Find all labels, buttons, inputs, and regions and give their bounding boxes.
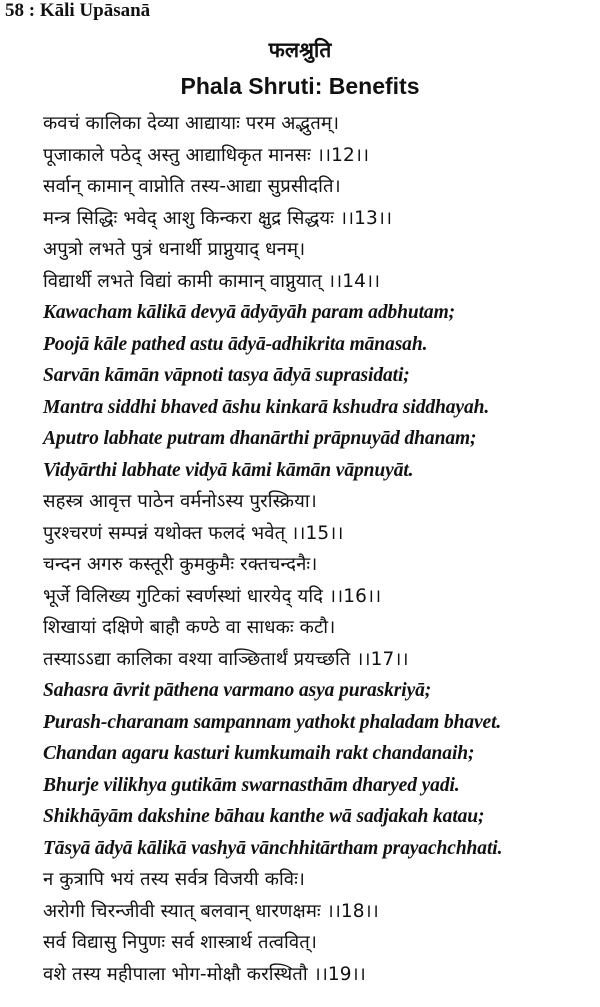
verse-line-devanagari: तस्याऽऽद्या कालिका वश्या वाञ्छितार्थं प्रयच्छति ।।17।।	[43, 648, 409, 670]
verse-block	[43, 108, 600, 990]
verse-line-devanagari: पुरश्चरणं सम्पन्नं यथोक्त फलदं भवेत् ।।15।।	[43, 522, 344, 544]
verse-line-transliteration: Sarvān kāmān vāpnoti tasya ādyā suprasidati;	[43, 365, 410, 386]
verse-line-devanagari: न कुत्रापि भयं तस्य सर्वत्र विजयी कविः।	[43, 869, 306, 890]
running-head: 58 : Kāli Upāsanā	[5, 0, 151, 21]
verse-line-transliteration: Purash-charanam sampannam yathokt phaladam bhavet.	[43, 711, 502, 733]
verse-line-transliteration: Vidyārthi labhate vidyā kāmi kāmān vāpnuyāt.	[43, 459, 414, 481]
verse-line-devanagari: चन्दन अगरु कस्तूरी कुमकुमैः रक्तचन्दनैः।	[43, 554, 318, 575]
verse-line-devanagari: पूजाकाले पठेद् अस्तु आद्याधिकृत मानसः ।।12।।	[43, 144, 370, 166]
verse-line-transliteration: Kawacham kālikā devyā ādyāyāh param adbhutam;	[43, 302, 456, 323]
verse-line-devanagari: सर्व विद्यासु निपुणः सर्व शास्त्रार्थ तत्ववित्।	[43, 932, 317, 953]
verse-line-transliteration: Tāsyā ādyā kālikā vashyā vānchhitārtham prayachchhati.	[43, 837, 503, 859]
verse-line-transliteration: Shikhāyām dakshine bāhau kanthe wā sadjakah katau;	[43, 806, 485, 827]
verse-line-transliteration: Bhurje vilikhya gutikām swarnasthām dharyed yadi.	[43, 774, 460, 796]
verse-line-devanagari: कवचं कालिका देव्या आद्यायाः परम अद्भुतम्।	[43, 113, 340, 134]
verse-line-devanagari: सर्वान् कामान् वाप्नोति तस्य-आद्या सुप्रसीदति।	[43, 176, 341, 197]
verse-line-devanagari: अरोगी चिरन्जीवी स्यात् बलवान् धारणक्षमः ।।18।।	[43, 900, 379, 922]
verse-line-transliteration: Chandan agaru kasturi kumkumaih rakt chandanaih;	[43, 743, 475, 764]
verse-line-devanagari: अपुत्रो लभते पुत्रं धनार्थी प्राप्नुयाद् धनम्।	[43, 239, 306, 260]
verse-line-devanagari: मन्त्र सिद्धिः भवेद् आशु किन्करा क्षुद्र सिद्धयः ।।13।।	[43, 207, 393, 229]
section-heading-devanagari: फलश्रुति	[268, 38, 332, 62]
verse-line-devanagari: शिखायां दक्षिणे बाहौ कण्ठे वा साधकः कटौ।	[43, 617, 336, 638]
verse-line-transliteration: Aputro labhate putram dhanārthi prāpnuyād dhanam;	[43, 428, 477, 449]
verse-line-transliteration: Mantra siddhi bhaved āshu kinkarā kshudra siddhayah.	[43, 396, 490, 418]
verse-line-devanagari: विद्यार्थी लभते विद्यां कामी कामान् वाप्नुयात् ।।14।।	[43, 270, 381, 292]
verse-line-devanagari: वशे तस्य महीपाला भोग-मोक्षौ करस्थितौ ।।19।।	[43, 963, 366, 985]
verse-line-devanagari: सहस्त्र आवृत्त पाठेन वर्मनोऽस्य पुरस्क्रिया।	[43, 491, 317, 512]
verse-line-devanagari: भूर्जे विलिख्य गुटिकां स्वर्णस्थां धारयेद् यदि ।।16।।	[43, 585, 382, 607]
section-heading-english: Phala Shruti: Benefits	[180, 73, 420, 99]
verse-line-transliteration: Sahasra āvrit pāthena varmano asya puraskriyā;	[43, 680, 432, 701]
verse-line-transliteration: Poojā kāle pathed astu ādyā-adhikrita mānasah.	[43, 333, 428, 355]
